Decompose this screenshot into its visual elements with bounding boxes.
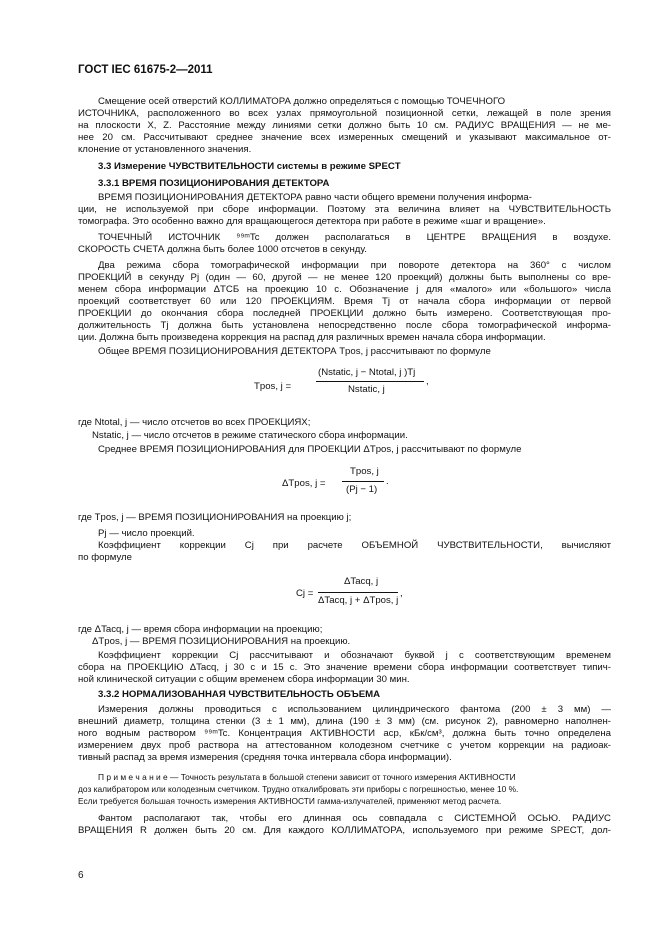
subsection-heading: 3.3.2 НОРМАЛИЗОВАННАЯ ЧУВСТВИТЕЛЬНОСТЬ ОБЪЕМА [98, 689, 381, 700]
text-line: ной клинической ситуации с общим временем сбора информации 30 мин. [78, 674, 410, 685]
text-line: где Tpos, j — ВРЕМЯ ПОЗИЦИОНИРОВАНИЯ на проекцию j; [78, 512, 352, 523]
text-line: Pj — число проекций. [98, 528, 195, 539]
text-line: ПРОЕКЦИИ до окончания сбора последней ПРОЕКЦИИ должно быть измерено. Соответствующая про- [78, 308, 611, 319]
text-line: где Ntotal, j — число отсчетов во всех ПРОЕКЦИЯХ; [78, 417, 311, 428]
text-line: томографа. Это особенно важно для вращающегося детектора при работе в режиме «шаг и вращение». [78, 216, 546, 227]
text-line: на плоскости X, Z. Расстояние между линиями сетки должно быть 10 см. РАДИУС ВРАЩЕНИЯ — не ме- [78, 120, 611, 131]
formula-3-fraction-bar [318, 592, 398, 593]
formula-3-numerator: ΔTacq, j [344, 576, 379, 587]
text-line: где ΔTacq, j — время сбора информации на проекцию; [78, 624, 323, 635]
text-line: ВРЕМЯ ПОЗИЦИОНИРОВАНИЯ ДЕТЕКТОРА равно части общего времени получения информа- [98, 192, 532, 203]
formula-2-denominator: (Pj − 1) [346, 484, 378, 495]
note-line: Если требуется большая точность измерения АКТИВНОСТИ гамма-излучателей, применяют метод расчета. [78, 796, 502, 806]
text-line: ВРАЩЕНИЯ R должен быть 20 см. Для каждого КОЛЛИМАТОРА, используемого при режиме SPECT, дол- [78, 825, 611, 836]
formula-3-tail: , [400, 588, 403, 599]
document-header: ГОСТ IEC 61675-2—2011 [78, 64, 213, 76]
page-number: 6 [78, 870, 84, 881]
note-line: П р и м е ч а н и е — Точность результата в большой степени зависит от точного измерения АКТИВНОСТИ [98, 772, 516, 782]
text-line: ТОЧЕЧНЫЙ ИСТОЧНИК ⁹⁹ᵐTc должен располагаться в ЦЕНТРЕ ВРАЩЕНИЯ в воздухе. [98, 232, 611, 243]
text-line: ИСТОЧНИКА, расположенного во всех узлах прямоугольной позиционной сетки, лежащей в поле зрения [78, 108, 611, 119]
text-line: тивный распад за время измерения (средняя точка интервала сбора информации). [78, 752, 452, 763]
formula-2-lhs: ΔTpos, j = [282, 478, 326, 489]
text-line: внешний диаметр, толщина стенки (3 ± 1 мм), длина (190 ± 3 мм) (см. рисунок 2), равномерно наполнен- [78, 716, 611, 727]
text-line: ного водным раствором ⁹⁹ᵐTc. Концентрация АКТИВНОСТИ acp, кБк/см³, должна быть точно определена [78, 728, 611, 739]
text-line: ции, не используемой при сборе информации. Поэтому эта величина влияет на ЧУВСТВИТЕЛЬНОСТЬ [78, 204, 611, 215]
text-line: измерением двух проб раствора на аттестованном колодезном счетчике с учетом коррекции на радиоак- [78, 740, 611, 751]
text-line: по формуле [78, 552, 132, 563]
text-line: ПРОЕКЦИЙ в секунду Pj (один — 60, другой — не менее 120 проекций) должны быть выполнены со вре- [78, 272, 611, 283]
text-line: Измерения должны проводиться с использованием цилиндрического фантома (200 ± 3 мм) — [98, 704, 611, 715]
formula-1-tail: , [426, 376, 429, 387]
section-heading: 3.3 Измерение ЧУВСТВИТЕЛЬНОСТИ системы в режиме SPECT [98, 161, 401, 172]
note-line: доз калибратором или колодезным счетчиком. Трудно откалибровать эти приборы с погрешностью, менее 10 %. [78, 784, 519, 794]
formula-3-lhs: Cj = [296, 588, 314, 599]
text-line: Коэффициент коррекции Cj рассчитывают и обозначают буквой j с соответствующим временем [98, 650, 611, 661]
formula-1-numerator: (Nstatic, j − Ntotal, j )Tj [318, 367, 416, 378]
formula-1-lhs: Tpos, j = [254, 381, 292, 392]
formula-3-denominator: ΔTacq, j + ΔTpos, j [318, 595, 399, 606]
text-line: Два режима сбора томографической информации при повороте детектора на 360° с числом [98, 260, 611, 271]
text-line: Смещение осей отверстий КОЛЛИМАТОРА должно определяться с помощью ТОЧЕЧНОГО [98, 96, 506, 107]
text-line: ции. Должна быть произведена коррекция на распад для различных времен начала сбора информации. [78, 332, 546, 343]
text-line: СКОРОСТЬ СЧЕТА должна быть более 1000 отсчетов в секунду. [78, 244, 367, 255]
formula-2-numerator: Tpos, j [350, 466, 379, 477]
text-line: Фантом располагают так, чтобы его длинная ось совпадала с СИСТЕМНОЙ ОСЬЮ. РАДИУС [98, 813, 611, 824]
text-line: Общее ВРЕМЯ ПОЗИЦИОНИРОВАНИЯ ДЕТЕКТОРА Tpos, j рассчитывают по формуле [98, 346, 491, 357]
formula-2-fraction-bar [342, 481, 384, 482]
text-line: проекций соответствует 60 или 120 ПРОЕКЦИЯМ. Время Tj от начала сбора информации от первой [78, 296, 611, 307]
subsection-heading: 3.3.1 ВРЕМЯ ПОЗИЦИОНИРОВАНИЯ ДЕТЕКТОРА [98, 178, 330, 189]
text-line: клонение от установленного значения. [78, 144, 252, 155]
text-line: Nstatic, j — число отсчетов в режиме статического сбора информации. [92, 430, 408, 441]
text-line: сбора на ПРОЕКЦИЮ ΔTacq, j 30 с и 15 с. Это значение времени сбора информации соответствует типич- [78, 662, 611, 673]
formula-2-tail: . [386, 476, 389, 487]
text-line: Коэффициент коррекции Cj при расчете ОБЪЕМНОЙ ЧУВСТВИТЕЛЬНОСТИ, вычисляют [98, 540, 611, 551]
text-line: Среднее ВРЕМЯ ПОЗИЦИОНИРОВАНИЯ для ПРОЕКЦИИ ΔTpos, j рассчитывают по формуле [98, 444, 522, 455]
text-line: ΔTpos, j — ВРЕМЯ ПОЗИЦИОНИРОВАНИЯ на проекцию. [92, 636, 351, 647]
formula-1-denominator: Nstatic, j [348, 384, 385, 395]
formula-1-fraction-bar [316, 381, 424, 382]
text-line: должительность Tj должна быть установлена непосредственно после сбора томографической информа- [78, 320, 611, 331]
text-line: нее 20 см. Рассчитывают среднее значение всех измеренных смещений и указывают максимальное от- [78, 132, 611, 143]
text-line: менем сбора информации ΔTСБ на проекцию 10 с. Обозначение j для «малого» или «большого» числа [78, 284, 611, 295]
